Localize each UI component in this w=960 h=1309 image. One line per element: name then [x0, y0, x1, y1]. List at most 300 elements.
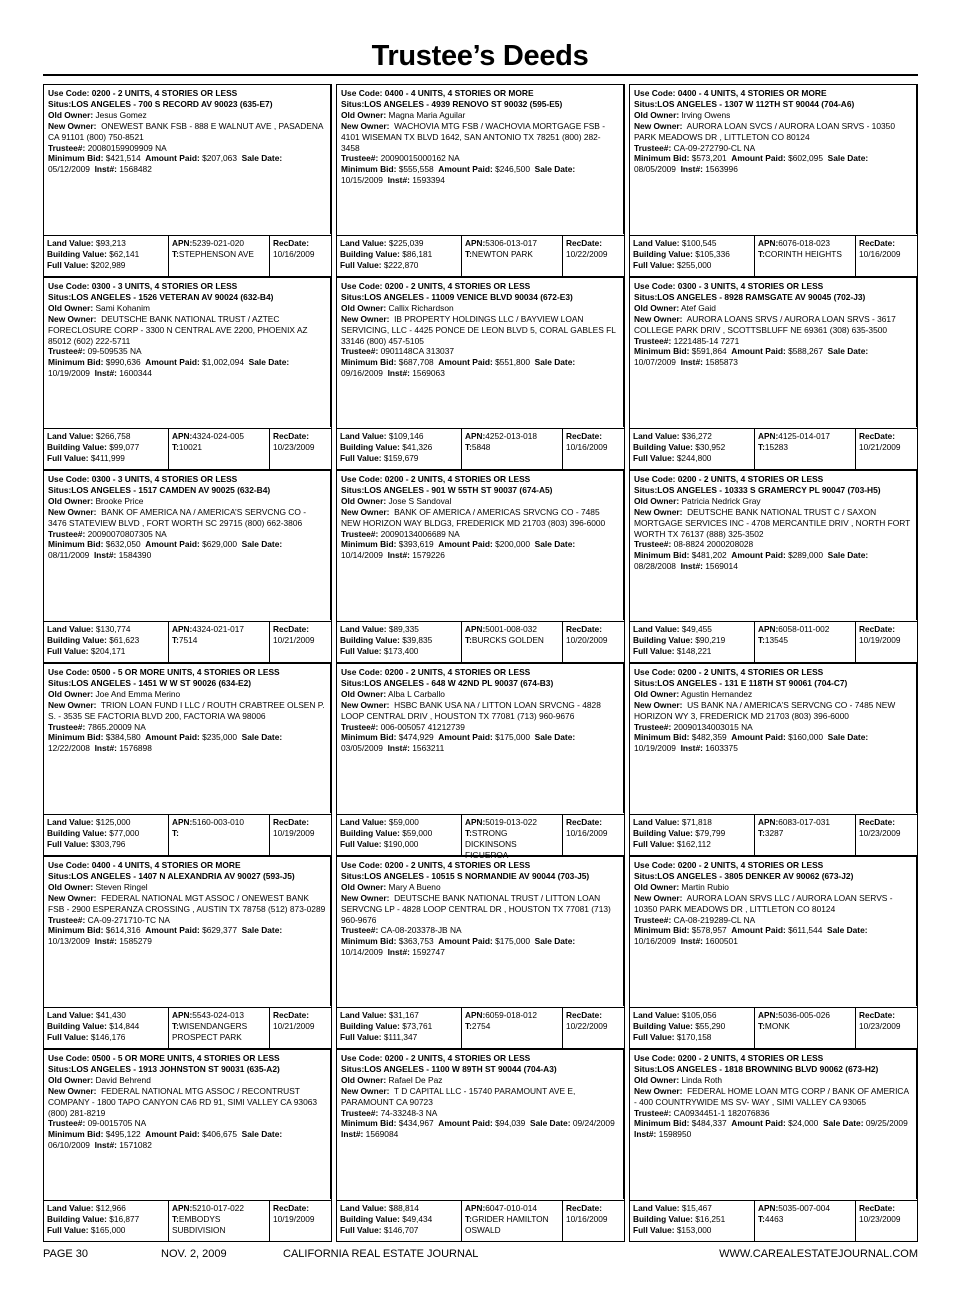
- use-code-value: 0300 - 3 UNITS, 4 STORIES OR LESS: [677, 281, 824, 291]
- rec-date-cell: [856, 815, 917, 855]
- situs-value: LOS ANGELES - 1526 VETERAN AV 90024 (632-B4): [71, 291, 274, 302]
- rec-date-label: RecDate:: [859, 1010, 895, 1020]
- land-value-label: Land Value:: [47, 238, 94, 248]
- deed-row: [43, 470, 918, 663]
- new-owner-value: ONEWEST BANK FSB - 888 E WALNUT AVE , PASADENA CA 91101 (800) 750-8521: [48, 120, 324, 142]
- apn-label: APN:: [465, 238, 486, 248]
- situs-value: LOS ANGELES - 901 W 55TH ST 90037 (674-A5): [364, 484, 553, 495]
- apn-label: APN:: [758, 1010, 779, 1020]
- amount-paid-value: $200,000: [495, 539, 530, 550]
- land-value: $49,455: [681, 624, 712, 634]
- values-cell: [630, 815, 755, 855]
- use-code-label: Use Code:: [634, 860, 676, 870]
- situs-label: Situs:: [48, 1063, 72, 1074]
- new-owner-label: New Owner:: [634, 892, 683, 903]
- trustee-value: 09-0015705 NA: [87, 1118, 147, 1129]
- values-cell: [337, 1201, 462, 1241]
- amount-paid-value: $175,000: [495, 936, 530, 947]
- inst-value: 1600501: [705, 936, 738, 947]
- min-bid-value: $495,122: [105, 1129, 141, 1140]
- trustee-label: Trustee#:: [634, 335, 672, 346]
- land-value-label: Land Value:: [47, 624, 94, 634]
- apn-value: 5239-021-020: [192, 238, 244, 248]
- situs-value: LOS ANGELES - 4939 RENOVO ST 90032 (595-E5): [364, 98, 563, 109]
- new-owner-value: FEDERAL NATIONAL MGT ASSOC / ONEWEST BANK FSB - 2900 ESPERANZA CROSSING , AUSTIN TX 78758 (512) 873-0289: [48, 892, 326, 914]
- sale-date-value: 03/05/2009: [341, 743, 383, 754]
- sale-date-label: Sale Date:: [241, 1129, 283, 1140]
- land-value: $125,000: [95, 817, 131, 827]
- rec-date-cell: [270, 622, 331, 662]
- sale-date-label: Sale Date:: [827, 153, 869, 164]
- full-value-label: Full Value:: [47, 1224, 89, 1235]
- amount-paid-value: $602,095: [788, 153, 823, 164]
- apn-value: 6058-011-002: [778, 624, 830, 634]
- amount-paid-value: $629,377: [202, 925, 237, 936]
- tract-value: WISENDANGERS PROSPECT PARK: [172, 1020, 248, 1042]
- land-value-label: Land Value:: [340, 1010, 387, 1020]
- use-code-label: Use Code:: [634, 474, 676, 484]
- apn-cell: [462, 1008, 563, 1048]
- deed-record-values: [44, 1007, 331, 1048]
- rec-date-value: 10/16/2009: [566, 1213, 608, 1224]
- tract-label: T:: [172, 441, 179, 452]
- situs-value: LOS ANGELES - 10515 S NORMANDIE AV 90044 (703-J5): [364, 870, 590, 881]
- apn-cell: [169, 622, 270, 662]
- amount-paid-label: Amount Paid:: [438, 1118, 493, 1129]
- land-value: $31,167: [388, 1010, 419, 1020]
- apn-value: 6083-017-031: [778, 817, 830, 827]
- min-bid-value: $990,636: [105, 357, 141, 368]
- use-code-label: Use Code:: [48, 281, 90, 291]
- land-value: $71,818: [681, 817, 712, 827]
- old-owner-value: Jose S Sandoval: [388, 495, 452, 506]
- new-owner-label: New Owner:: [341, 892, 390, 903]
- deed-record-details: [44, 471, 331, 620]
- rec-date-cell: [563, 622, 624, 662]
- building-value-label: Building Value:: [47, 441, 107, 452]
- full-value: $190,000: [383, 838, 419, 849]
- rec-date-label: RecDate:: [566, 431, 602, 441]
- old-owner-label: Old Owner:: [48, 302, 94, 313]
- use-code-value: 0500 - 5 OR MORE UNITS, 4 STORIES OR LESS: [91, 667, 280, 677]
- min-bid-value: $482,359: [691, 732, 727, 743]
- deed-record-details: [630, 857, 917, 1006]
- min-bid-label: Minimum Bid:: [48, 357, 104, 368]
- sale-date-label: Sale Date:: [827, 732, 869, 743]
- deed-record-values: [630, 814, 917, 855]
- min-bid-value: $421,514: [105, 153, 141, 164]
- apn-label: APN:: [172, 431, 193, 441]
- tract-label: T:: [465, 1020, 472, 1031]
- min-bid-value: $484,337: [691, 1118, 727, 1129]
- trustee-label: Trustee#:: [48, 1118, 86, 1129]
- values-cell: [630, 236, 755, 276]
- apn-value: 5036-005-026: [778, 1010, 830, 1020]
- rec-date-label: RecDate:: [566, 1010, 602, 1020]
- use-code-label: Use Code:: [341, 1053, 383, 1063]
- trustee-value: CA0934451-1 182076836: [673, 1107, 770, 1118]
- land-value: $225,039: [388, 238, 424, 248]
- rec-date-value: 10/21/2009: [273, 634, 315, 645]
- building-value: $16,251: [695, 1213, 726, 1224]
- amount-paid-value: $94,039: [495, 1118, 526, 1129]
- full-value: $159,679: [383, 452, 419, 463]
- full-value: $162,112: [676, 838, 711, 849]
- deed-record-values: [337, 428, 624, 469]
- deed-record-details: [337, 664, 624, 813]
- land-value: $88,814: [388, 1203, 419, 1213]
- page-footer: [43, 1248, 918, 1262]
- rec-date-cell: [856, 622, 917, 662]
- land-value-label: Land Value:: [47, 1010, 94, 1020]
- new-owner-value: FEDERAL HOME LOAN MTG CORP / BANK OF AMERICA - 400 COUNTRYWIDE MS SV- WAY , SIMI VALLEY CA 93065: [634, 1085, 909, 1107]
- land-value-label: Land Value:: [633, 431, 680, 441]
- amount-paid-label: Amount Paid:: [438, 732, 493, 743]
- old-owner-value: Joe And Emma Merino: [95, 688, 181, 699]
- sale-date-label: Sale Date:: [534, 357, 576, 368]
- land-value-label: Land Value:: [633, 624, 680, 634]
- amount-paid-label: Amount Paid:: [731, 732, 786, 743]
- amount-paid-value: $246,500: [495, 164, 530, 175]
- min-bid-value: $363,753: [398, 936, 434, 947]
- building-value: $77,000: [109, 827, 140, 838]
- rec-date-label: RecDate:: [566, 817, 602, 827]
- values-cell: [337, 236, 462, 276]
- apn-value: 5001-008-032: [485, 624, 537, 634]
- situs-label: Situs:: [634, 1063, 658, 1074]
- apn-value: 5543-024-013: [192, 1010, 244, 1020]
- full-value: $411,999: [90, 452, 125, 463]
- apn-cell: [169, 1008, 270, 1048]
- inst-label: Inst#:: [94, 743, 117, 754]
- deed-record-details: [337, 278, 624, 427]
- full-value-label: Full Value:: [47, 645, 89, 656]
- full-value-label: Full Value:: [340, 1224, 382, 1235]
- inst-value: 1600344: [119, 368, 152, 379]
- inst-label: Inst#:: [94, 368, 117, 379]
- sale-date-label: Sale Date:: [530, 1118, 571, 1129]
- title-rule: [43, 74, 918, 76]
- apn-value: 5035-007-004: [778, 1203, 830, 1213]
- inst-value: 1569084: [365, 1129, 399, 1140]
- sale-date-label: Sale Date:: [534, 732, 576, 743]
- sale-date-label: Sale Date:: [534, 936, 576, 947]
- amount-paid-label: Amount Paid:: [145, 153, 200, 164]
- use-code-value: 0200 - 2 UNITS, 4 STORIES OR LESS: [677, 667, 824, 677]
- building-value-label: Building Value:: [340, 634, 400, 645]
- apn-value: 5210-017-022: [192, 1203, 244, 1213]
- full-value-label: Full Value:: [340, 645, 382, 656]
- deed-row: [43, 1049, 918, 1242]
- new-owner-value: T D CAPITAL LLC - 15740 PARAMOUNT AVE E, PARAMOUNT CA 90723: [341, 1085, 576, 1107]
- values-cell: [630, 1008, 755, 1048]
- deed-record-values: [44, 235, 331, 276]
- amount-paid-value: $611,544: [788, 925, 823, 936]
- values-cell: [44, 1008, 169, 1048]
- sale-date-value: 10/15/2009: [341, 175, 383, 186]
- amount-paid-value: $629,000: [202, 539, 237, 550]
- building-value: $86,181: [402, 248, 433, 259]
- deed-record: [336, 663, 625, 860]
- situs-label: Situs:: [341, 484, 365, 495]
- building-value-label: Building Value:: [340, 1213, 400, 1224]
- deed-record-values: [44, 1200, 331, 1241]
- min-bid-label: Minimum Bid:: [48, 732, 104, 743]
- values-cell: [630, 1201, 755, 1241]
- apn-cell: [755, 429, 856, 469]
- old-owner-label: Old Owner:: [634, 302, 680, 313]
- old-owner-label: Old Owner:: [341, 881, 387, 892]
- new-owner-value: US BANK NA / AMERICA’S SERVCNG CO - 7485 NEW HORIZON WY 3, FREDERICK MD 21703 (803) 396-6000: [634, 699, 896, 721]
- trustee-value: 006-005057 41212739: [380, 721, 465, 732]
- rec-date-label: RecDate:: [273, 431, 309, 441]
- old-owner-label: Old Owner:: [634, 495, 680, 506]
- sale-date-value: 08/11/2009: [48, 550, 90, 561]
- deed-row: [43, 84, 918, 277]
- page-title: Trustee’s Deeds: [371, 40, 589, 72]
- inst-value: 1584390: [118, 550, 152, 561]
- old-owner-value: Mary A Bueno: [388, 881, 441, 892]
- inst-value: 1603375: [705, 743, 738, 754]
- situs-value: LOS ANGELES - 700 S RECORD AV 90023 (635-E7): [71, 98, 273, 109]
- land-value: $36,272: [681, 431, 712, 441]
- building-value-label: Building Value:: [633, 441, 693, 452]
- apn-value: 4125-014-017: [778, 431, 830, 441]
- apn-cell: [462, 236, 563, 276]
- deed-record-details: [337, 85, 624, 234]
- apn-value: 4252-013-018: [485, 431, 537, 441]
- old-owner-value: Martin Rubio: [681, 881, 729, 892]
- apn-cell: [755, 815, 856, 855]
- sale-date-value: 08/05/2009: [634, 164, 676, 175]
- deed-record-values: [630, 428, 917, 469]
- full-value: $146,176: [90, 1031, 126, 1042]
- deed-record-details: [44, 85, 331, 234]
- amount-paid-value: $588,267: [788, 346, 823, 357]
- full-value-label: Full Value:: [47, 259, 89, 270]
- building-value: $55,290: [695, 1020, 726, 1031]
- tract-label: T:: [758, 634, 765, 645]
- use-code-label: Use Code:: [634, 667, 676, 677]
- inst-label: Inst#:: [94, 164, 117, 175]
- min-bid-value: $393,619: [398, 539, 434, 550]
- full-value-label: Full Value:: [340, 259, 382, 270]
- old-owner-value: Rafael De Paz: [388, 1074, 443, 1085]
- min-bid-label: Minimum Bid:: [48, 153, 104, 164]
- min-bid-value: $474,929: [398, 732, 434, 743]
- rec-date-label: RecDate:: [859, 817, 895, 827]
- full-value: $170,158: [676, 1031, 712, 1042]
- situs-label: Situs:: [634, 677, 658, 688]
- min-bid-label: Minimum Bid:: [634, 925, 690, 936]
- sale-date-value: 10/16/2009: [634, 936, 676, 947]
- apn-cell: [169, 236, 270, 276]
- rec-date-label: RecDate:: [273, 817, 309, 827]
- tract-value: 10021: [178, 441, 202, 452]
- rec-date-label: RecDate:: [566, 238, 602, 248]
- new-owner-label: New Owner:: [48, 892, 97, 903]
- sale-date-label: Sale Date:: [827, 346, 869, 357]
- amount-paid-value: $551,800: [495, 357, 530, 368]
- rec-date-label: RecDate:: [273, 624, 309, 634]
- full-value: $173,400: [383, 645, 419, 656]
- land-value-label: Land Value:: [340, 817, 387, 827]
- use-code-label: Use Code:: [48, 860, 90, 870]
- new-owner-label: New Owner:: [634, 120, 683, 131]
- trustee-value: 09-509535 NA: [87, 346, 142, 357]
- rec-date-label: RecDate:: [273, 1010, 309, 1020]
- rec-date-cell: [563, 815, 624, 855]
- trustee-label: Trustee#:: [341, 153, 379, 164]
- apn-cell: [755, 1201, 856, 1241]
- new-owner-label: New Owner:: [48, 120, 97, 131]
- new-owner-label: New Owner:: [48, 1085, 97, 1096]
- old-owner-label: Old Owner:: [48, 881, 94, 892]
- rec-date-value: 10/16/2009: [273, 248, 315, 259]
- full-value-label: Full Value:: [633, 1031, 675, 1042]
- tract-value: CORINTH HEIGHTS: [764, 248, 842, 259]
- situs-value: LOS ANGELES - 131 E 118TH ST 90061 (704-C7): [657, 677, 848, 688]
- deed-record: [43, 663, 332, 856]
- inst-value: 1585279: [119, 936, 152, 947]
- use-code-value: 0200 - 2 UNITS, 4 STORIES OR LESS: [384, 667, 531, 677]
- apn-label: APN:: [465, 1010, 486, 1020]
- inst-value: 1579226: [412, 550, 445, 561]
- use-code-value: 0200 - 2 UNITS, 4 STORIES OR LESS: [384, 1053, 531, 1063]
- land-value-label: Land Value:: [633, 817, 680, 827]
- sale-date-label: Sale Date:: [241, 925, 283, 936]
- amount-paid-label: Amount Paid:: [145, 357, 200, 368]
- land-value: $266,758: [95, 431, 131, 441]
- amount-paid-value: $289,000: [788, 550, 823, 561]
- apn-label: APN:: [758, 817, 779, 827]
- building-value: $14,844: [109, 1020, 140, 1031]
- inst-value: 1563996: [705, 164, 738, 175]
- trustee-label: Trustee#:: [341, 925, 379, 936]
- deed-row: [43, 663, 918, 860]
- sale-date-value: 10/19/2009: [48, 368, 90, 379]
- rec-date-cell: [856, 236, 917, 276]
- new-owner-label: New Owner:: [341, 699, 390, 710]
- situs-label: Situs:: [48, 677, 72, 688]
- tract-label: T:: [758, 1020, 765, 1031]
- values-cell: [337, 1008, 462, 1048]
- apn-value: 4324-021-017: [192, 624, 244, 634]
- trustee-label: Trustee#:: [341, 528, 379, 539]
- trustee-label: Trustee#:: [48, 346, 86, 357]
- trustee-value: 08-8824 2000208028: [673, 539, 754, 550]
- trustee-value: 7865.20009 NA: [87, 721, 146, 732]
- rec-date-cell: [270, 429, 331, 469]
- land-value: $105,056: [681, 1010, 717, 1020]
- use-code-value: 0300 - 3 UNITS, 4 STORIES OR LESS: [91, 474, 238, 484]
- land-value-label: Land Value:: [633, 1010, 680, 1020]
- amount-paid-label: Amount Paid:: [731, 550, 786, 561]
- deed-record: [43, 856, 332, 1049]
- use-code-label: Use Code:: [634, 1053, 676, 1063]
- deed-record-values: [44, 428, 331, 469]
- trustee-label: Trustee#:: [634, 721, 672, 732]
- building-value: $41,326: [402, 441, 433, 452]
- inst-label: Inst#:: [680, 164, 703, 175]
- rec-date-value: 10/22/2009: [566, 1020, 608, 1031]
- tract-value: GRIDER HAMILTON OSWALD: [465, 1213, 549, 1235]
- full-value-label: Full Value:: [633, 452, 675, 463]
- situs-value: LOS ANGELES - 3805 DENKER AV 90062 (673-J2): [657, 870, 854, 881]
- sale-date-value: 10/14/2009: [341, 550, 383, 561]
- new-owner-label: New Owner:: [634, 1085, 683, 1096]
- rec-date-value: 10/23/2009: [273, 441, 315, 452]
- old-owner-value: Patricia Nedrick Gray: [681, 495, 761, 506]
- values-cell: [337, 429, 462, 469]
- rec-date-cell: [856, 1008, 917, 1048]
- use-code-value: 0400 - 4 UNITS, 4 STORIES OR MORE: [677, 88, 827, 98]
- old-owner-label: Old Owner:: [341, 1074, 387, 1085]
- amount-paid-value: $207,063: [202, 153, 237, 164]
- tract-label: T:: [172, 1020, 179, 1031]
- tract-label: T:: [758, 827, 765, 838]
- sale-date-label: Sale Date:: [534, 539, 576, 550]
- min-bid-label: Minimum Bid:: [634, 1118, 690, 1129]
- new-owner-value: DEUTSCHE BANK NATIONAL TRUST / AZTEC FORECLOSURE CORP - 3300 N CENTRAL AVE 2200, PHOENIX AZ 85012 (602) 222-5711: [48, 313, 308, 346]
- amount-paid-label: Amount Paid:: [145, 925, 200, 936]
- deed-record: [43, 84, 332, 277]
- amount-paid-value: $175,000: [495, 732, 530, 743]
- amount-paid-label: Amount Paid:: [438, 357, 493, 368]
- tract-value: 7514: [178, 634, 198, 645]
- apn-value: 5160-003-010: [192, 817, 244, 827]
- deed-record-details: [337, 1050, 624, 1199]
- tract-label: T:: [172, 1213, 179, 1224]
- min-bid-label: Minimum Bid:: [341, 732, 397, 743]
- amount-paid-value: $1,002,094: [202, 357, 244, 368]
- deed-record-details: [337, 857, 624, 1006]
- rec-date-label: RecDate:: [273, 1203, 309, 1213]
- deed-record-details: [630, 85, 917, 234]
- old-owner-value: Magna Maria Aguilar: [388, 109, 466, 120]
- inst-value: 1571082: [119, 1140, 152, 1151]
- min-bid-value: $591,864: [691, 346, 727, 357]
- old-owner-label: Old Owner:: [341, 495, 387, 506]
- deed-row: [43, 277, 918, 470]
- deed-record-values: [337, 1007, 624, 1048]
- use-code-value: 0200 - 2 UNITS, 4 STORIES OR LESS: [91, 88, 238, 98]
- situs-value: LOS ANGELES - 1517 CAMDEN AV 90025 (632-B4): [71, 484, 271, 495]
- inst-label: Inst#:: [387, 550, 410, 561]
- land-value-label: Land Value:: [47, 817, 94, 827]
- building-value: $73,761: [402, 1020, 433, 1031]
- rec-date-cell: [270, 815, 331, 855]
- sale-date-label: Sale Date:: [248, 357, 290, 368]
- inst-label: Inst#:: [634, 1129, 657, 1140]
- old-owner-label: Old Owner:: [341, 302, 387, 313]
- rec-date-value: 10/23/2009: [859, 1213, 901, 1224]
- sale-date-value: 08/28/2008: [634, 561, 676, 572]
- building-value: $39,835: [402, 634, 433, 645]
- deed-record-values: [630, 1200, 917, 1241]
- trustee-label: Trustee#:: [634, 142, 672, 153]
- deed-record: [336, 470, 625, 663]
- values-cell: [44, 236, 169, 276]
- apn-cell: [755, 622, 856, 662]
- building-value: $99,077: [109, 441, 140, 452]
- deed-record-values: [337, 814, 624, 860]
- building-value: $49,434: [402, 1213, 433, 1224]
- full-value: $202,989: [90, 259, 126, 270]
- full-value-label: Full Value:: [340, 838, 382, 849]
- full-value-label: Full Value:: [633, 259, 675, 270]
- land-value: $93,213: [95, 238, 126, 248]
